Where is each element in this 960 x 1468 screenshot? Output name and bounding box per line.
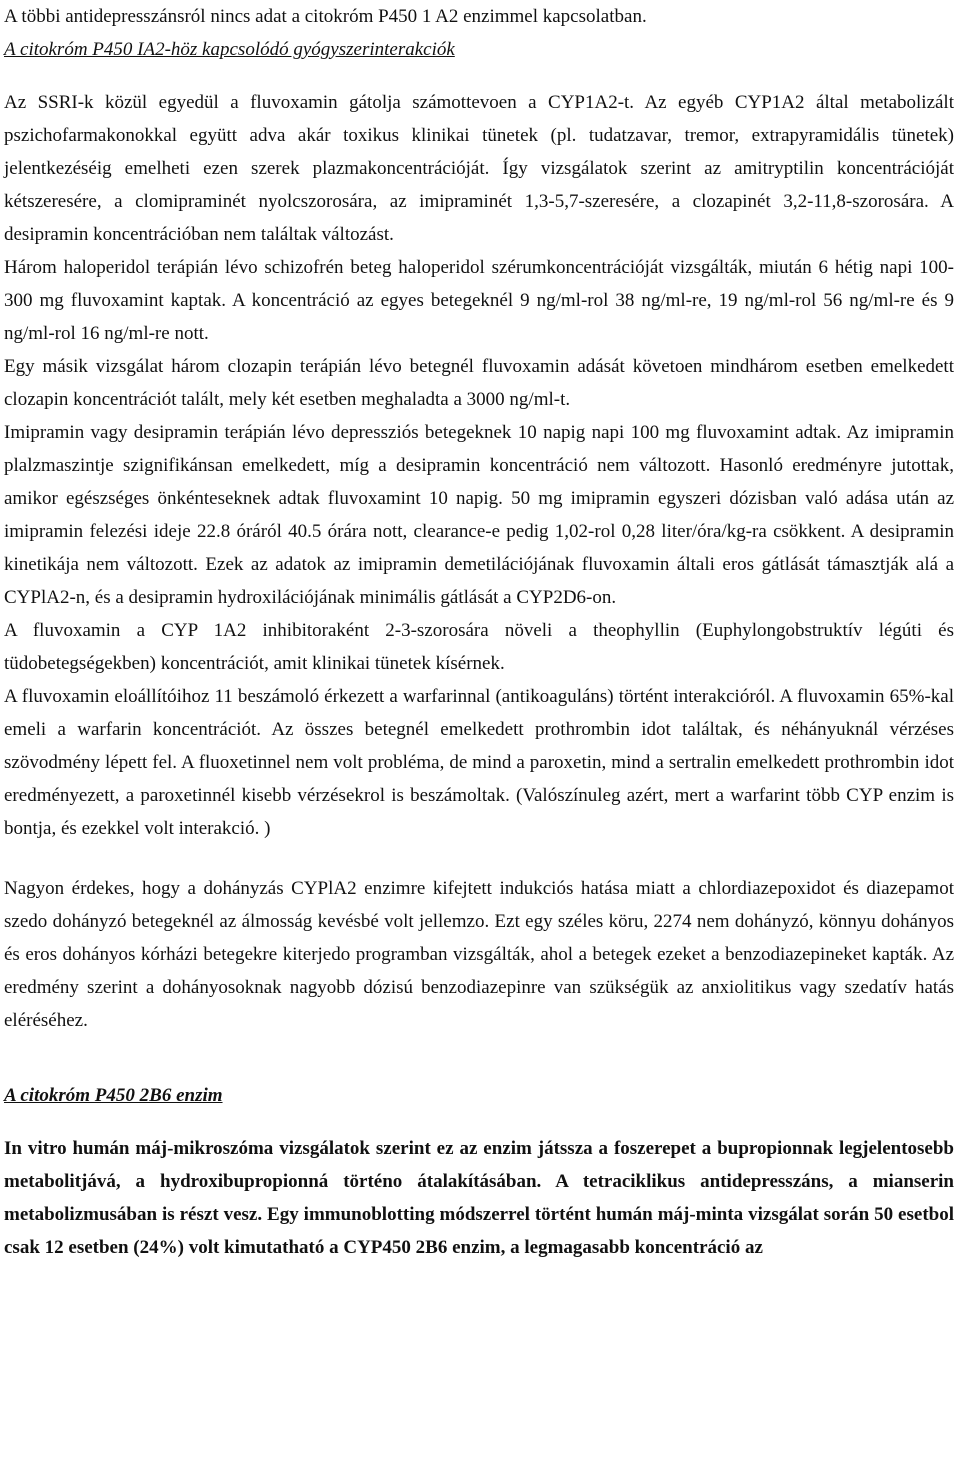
spacer (4, 66, 954, 86)
spacer (4, 1037, 954, 1079)
section-heading-2b6: A citokróm P450 2B6 enzim (4, 1085, 223, 1106)
section-heading-ia2: A citokróm P450 IA2-höz kapcsolódó gyógyszerinterakciók (4, 39, 455, 60)
paragraph-warfarin: A fluvoxamin eloállítóihoz 11 beszámoló érkezett a warfarinnal (antikoaguláns) történt interakcióról. A fluvoxamin 65%-kal emeli a warfarin koncentrációt. Az összes betegnél emelkedett prothrombin idot találtak, és néhányuknál vérzéses szövodmény lépett fel. A fluoxetinnel nem volt probléma, de mind a paroxetin, mind a sertralin emelkedett prothrombin idot eredményezett, a paroxetinnél kisebb vérzésekrol is beszámoltak. (Valószínuleg azért, mert a warfarint több CYP enzim is bontja, és ezekkel volt interakció. ) (4, 686, 954, 839)
paragraph-clozapin: Egy másik vizsgálat három clozapin terápián lévo betegnél fluvoxamin adását követoen mindhárom esetben emelkedett clozapin koncentrációt talált, mely két esetben meghaladta a 3000 ng/ml-t. (4, 356, 954, 410)
spacer (4, 1112, 954, 1132)
paragraph-2b6: In vitro humán máj-mikroszóma vizsgálatok szerint ez az enzim játssza a foszerepet a bupropionnak legjelentosebb metabolitjává, a hydroxibupropionná történo átalakításában. A tetraciklikus antidepresszáns, a mianserin metabolizmusában is részt vesz. Egy immunoblotting módszerrel történt humán máj-minta vizsgálat során 50 esetbol csak 12 esetben (24%) volt kimutatható a CYP450 2B6 enzim, a legmagasabb koncentráció az (4, 1138, 954, 1258)
paragraph-imipramin: Imipramin vagy desipramin terápián lévo depressziós betegeknek 10 napig napi 100 mg fluvoxamint adtak. Az imipramin plalzmaszintje szignifikánsan emelkedett, míg a desipramin koncentráció nem változott. Hasonló eredményre jutottak, amikor egészséges önkénteseknek adtak fluvoxamint 10 napig. 50 mg imipramin egyszeri dózisban való adása után az imipramin felezési ideje 22.8 óráról 40.5 órára nott, clearance-e pedig 1,02-rol 0,28 liter/óra/kg-ra csökkent. A desipramin kinetikája nem változott. Ezek az adatok az imipramin demetilációjának fluvoxamin általi eros gátlását támasztják alá a CYPlA2-n, és a desipramin hydroxilációjának minimális gátlását a CYP2D6-on. (4, 422, 954, 608)
paragraph-haloperidol: Három haloperidol terápián lévo schizofrén beteg haloperidol szérumkoncentrációját vizsgálták, miután 6 hétig napi 100-300 mg fluvoxamint kaptak. A koncentráció az egyes betegeknél 9 ng/ml-rol 38 ng/ml-re, 19 ng/ml-rol 56 ng/ml-re és 9 ng/ml-rol 16 ng/ml-re nott. (4, 257, 954, 344)
paragraph-ssri: Az SSRI-k közül egyedül a fluvoxamin gátolja számottevoen a CYP1A2-t. Az egyéb CYP1A2 által metabolizált pszichofarmakonokkal együtt adva akár toxikus klinikai tünetek (pl. tudatzavar, tremor, extrapyramidális tünetek) jelentkezéséig emelheti ezen szerek plazmakoncentrációját. Így vizsgálatok szerint az amitryptilin koncentrációját kétszeresére, a clomipraminét nyolcszorosára, az imipraminét 1,3-5,7-szeresére, a clozapinét 3,2-11,8-szorosára. A desipramin koncentrációban nem találtak változást. (4, 92, 954, 245)
paragraph-theophyllin: A fluvoxamin a CYP 1A2 inhibitoraként 2-3-szorosára növeli a theophyllin (Euphylongobstruktív légúti és tüdobetegségekben) koncentrációt, amit klinikai tünetek kísérnek. (4, 620, 954, 674)
spacer (4, 845, 954, 872)
paragraph-smoking: Nagyon érdekes, hogy a dohányzás CYPlA2 enzimre kifejtett indukciós hatása miatt a chlordiazepoxidot és diazepamot szedo dohányzó betegeknél az álmosság kevésbé volt jellemzo. Ezt egy széles köru, 2274 nem dohányzó, könnyu dohányos és eros dohányos kórházi betegekre kiterjedo programban vizsgálták, ahol a betegek ezeket a benzodiazepineket kapták. Az eredmény szerint a dohányosoknak nagyobb dózisú benzodiazepinre van szükségük az anxiolitikus vagy szedatív hatás eléréséhez. (4, 878, 954, 1031)
intro-line: A többi antidepresszánsról nincs adat a citokróm P450 1 A2 enzimmel kapcsolatban. (4, 6, 647, 27)
